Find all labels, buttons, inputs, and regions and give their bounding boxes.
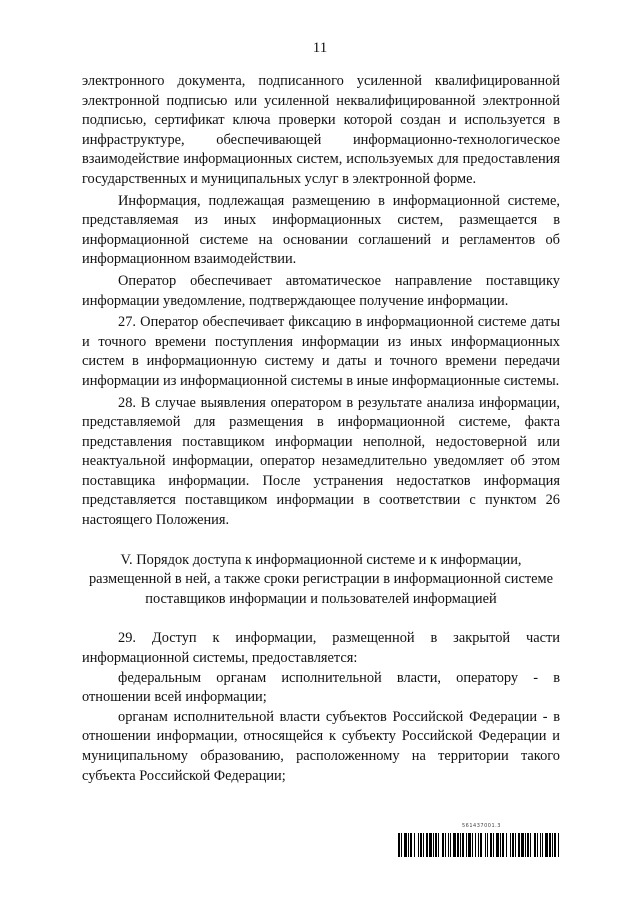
paragraph-continuation: электронного документа, подписанного усиленной квалифицированной электронной подписью или усиленной неквалифицированной электронной подписью, сертификат ключа проверки которой создан и используется в инфраструктуре, обеспечивающей информационно-технологическое взаимодействие информационных систем, используемых для предоставления государственных и муниципальных услуг в электронной форме.: [82, 73, 560, 187]
section-heading-v: V. Порядок доступа к информационной системе и к информации, размещенной в ней, а также сроки регистрации в информационной системе поставщиков информации и пользователей информацией: [88, 551, 554, 607]
paragraph-federal-bodies: федеральным органам исполнительной власти, оператору - в отношении всей информации;: [82, 669, 560, 706]
page-number: 11: [312, 40, 328, 56]
paragraph-item-27: 27. Оператор обеспечивает фиксацию в информационной системе даты и точного времени поступления информации из иных информационных систем в информационную систему и даты и точного времени передачи информации из информационной системы в иные информационные системы.: [82, 314, 560, 389]
barcode-icon: [398, 833, 560, 857]
paragraph-info-placement: Информация, подлежащая размещению в информационной системе, представляемая из иных информационных систем, размещается в информационной системе на основании соглашений и регламентов об информационном взаимодействии.: [82, 192, 560, 268]
paragraph-regional-bodies: органам исполнительной власти субъектов Российской Федерации - в отношении информации, относящейся к субъекту Российской Федерации и муниципальному образованию, расположенному на территории такого субъекта Российской Федерации;: [82, 708, 560, 784]
document-body: [82, 72, 560, 786]
paragraph-operator-notification: Оператор обеспечивает автоматическое направление поставщику информации уведомление, подтверждающее получение информации.: [82, 272, 560, 309]
document-code: 561437001.3: [462, 823, 501, 829]
paragraph-item-28: 28. В случае выявления оператором в результате анализа информации, представляемой для размещения в информационной системе, факта представления поставщиком информации неполной, недостоверной или неактуальной информации, оператор незамедлительно уведомляет об этом поставщика информации. После устранения недостатков информация представляется поставщиком информации в соответствии с пунктом 26 настоящего Положения.: [82, 394, 560, 529]
paragraph-item-29: 29. Доступ к информации, размещенной в закрытой части информационной системы, предоставляется:: [82, 630, 560, 667]
